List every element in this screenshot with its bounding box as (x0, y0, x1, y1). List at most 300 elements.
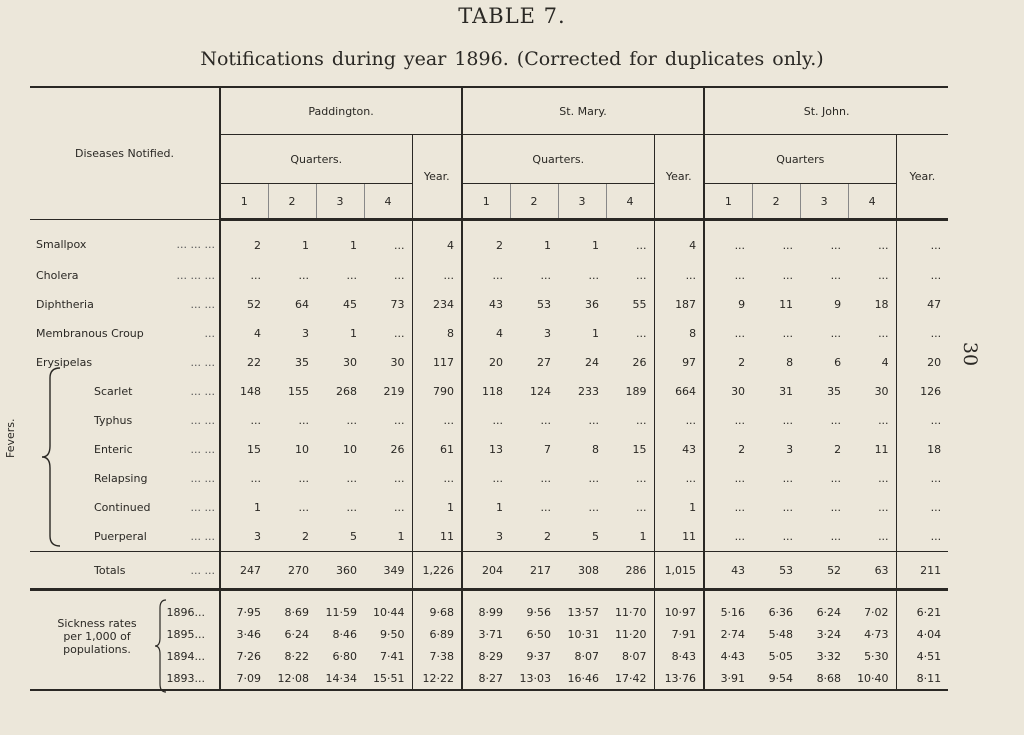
table-cell: 2 (462, 220, 510, 262)
rate-cell: 12·22 (412, 667, 462, 690)
table-cell: 9 (834, 298, 842, 311)
table-cell: 30 (390, 356, 405, 369)
table-cell: 6 (834, 356, 842, 369)
table-cell: 20 (896, 348, 948, 377)
table-cell: 219 (383, 385, 405, 398)
rate-cell: 3·24 (816, 627, 842, 641)
table-cell: ... (878, 414, 889, 427)
rate-cell: 7·09 (220, 667, 268, 690)
rate-cell: 9·56 (526, 605, 552, 619)
table-cell: 155 (288, 385, 309, 398)
rate-cell: 7·26 (220, 645, 268, 667)
table-cell: ... (346, 472, 357, 485)
table-cell: 30 (704, 377, 752, 406)
table-cell: 97 (654, 348, 704, 377)
table-cell: 1 (639, 530, 647, 543)
quarter-number: 4 (606, 184, 654, 220)
disease-name: Continued (94, 501, 151, 514)
table-cell: 124 (530, 385, 552, 398)
totals-label: Totals (94, 563, 126, 577)
table-title: TABLE 7. (458, 4, 566, 28)
table-cell: ... (704, 464, 752, 493)
rate-cell: 7·91 (654, 623, 704, 645)
table-cell: 18 (874, 298, 889, 311)
table-cell: ... (588, 414, 600, 427)
table-cell: 148 (220, 377, 268, 406)
rate-cell: 8·29 (462, 645, 510, 667)
rate-cell: 8·22 (284, 649, 309, 663)
table-cell: ... (412, 464, 462, 493)
table-cell: ... (830, 472, 842, 485)
table-cell: 11 (874, 443, 889, 456)
rate-cell: 5·48 (768, 627, 794, 641)
table-cell: ... (896, 261, 948, 290)
table-row (30, 435, 948, 464)
table-cell: 1 (592, 238, 600, 252)
sickness-rates-label-line: populations. (63, 643, 131, 656)
totals-cell: 217 (510, 552, 558, 590)
table-cell: ... (346, 501, 357, 514)
sickness-rates-label (30, 590, 137, 691)
table-cell: ... (298, 472, 309, 485)
table-cell: 1 (592, 327, 600, 340)
table-cell: 22 (220, 348, 268, 377)
table-cell: ... (298, 269, 309, 282)
totals-cell: 1,226 (412, 552, 462, 590)
table-cell: 3 (786, 443, 794, 456)
table-cell: ... (896, 522, 948, 552)
table-cell: 3 (220, 522, 268, 552)
table-row (30, 348, 948, 377)
rate-cell: 8·27 (462, 667, 510, 690)
table-cell: ... (704, 522, 752, 552)
table-cell: 31 (779, 385, 794, 398)
quarter-number: 2 (268, 184, 316, 220)
table-cell: 35 (827, 385, 842, 398)
table-row (30, 406, 948, 435)
table-cell: 5 (592, 530, 600, 543)
disease-name: Smallpox (36, 238, 87, 251)
table-cell: ... (782, 530, 794, 543)
quarters-header: Quarters. (220, 135, 412, 184)
leader-dots: ... ... (190, 298, 215, 311)
table-cell: 268 (336, 385, 357, 398)
table-row (30, 290, 948, 319)
quarter-number: 1 (220, 184, 268, 220)
table-cell: 1 (350, 327, 357, 340)
table-cell: 15 (632, 443, 647, 456)
disease-name: Puerperal (94, 530, 147, 543)
table-cell: 55 (632, 298, 647, 311)
disease-name: Typhus (94, 414, 133, 427)
totals-cell: 349 (364, 552, 412, 590)
table-cell: ... (588, 269, 600, 282)
table-cell: ... (394, 238, 405, 252)
table-cell: ... (830, 414, 842, 427)
table-cell: ... (830, 501, 842, 514)
table-cell: 8 (592, 443, 600, 456)
leader-dots: ... ... (190, 530, 215, 543)
years-brace-path (155, 600, 166, 692)
rate-cell: 9·54 (768, 671, 794, 685)
rate-cell: 5·16 (704, 590, 752, 624)
rate-cell: 7·41 (380, 649, 405, 663)
table-cell: ... (878, 501, 889, 514)
table-cell: ... (462, 464, 510, 493)
rate-cell: 5·30 (864, 649, 889, 663)
fevers-brace (36, 366, 66, 548)
table-cell: ... (394, 472, 405, 485)
leader-dots: ... ... (190, 385, 215, 398)
quarter-number: 2 (510, 184, 558, 220)
table-cell: ... (540, 414, 552, 427)
rate-year: 1895... (166, 627, 205, 641)
table-cell: ... (412, 406, 462, 435)
quarter-number: 4 (848, 184, 896, 220)
table-cell: ... (782, 238, 794, 252)
table-cell: 73 (390, 298, 405, 311)
leader-dots: ... ... ... (176, 269, 215, 282)
rate-cell: 6·36 (768, 605, 794, 619)
table-cell: 1 (544, 238, 552, 252)
table-cell: ... (346, 414, 357, 427)
table-cell: 5 (350, 530, 357, 543)
rate-cell: 9·68 (412, 590, 462, 624)
rate-cell: 7·38 (412, 645, 462, 667)
table-cell: ... (588, 472, 600, 485)
table-cell: 36 (585, 298, 600, 311)
table-cell: 664 (654, 377, 704, 406)
table-cell: 2 (220, 220, 268, 262)
quarters-header: Quarters. (462, 135, 654, 184)
leader-dots: ... ... (190, 443, 215, 456)
disease-label (30, 319, 220, 348)
rate-cell: 5·05 (768, 649, 794, 663)
table-cell: ... (830, 238, 842, 252)
totals-cell: 308 (558, 552, 606, 590)
rate-year: 1894... (166, 649, 205, 663)
totals-cell: 63 (848, 552, 896, 590)
table-cell: 11 (654, 522, 704, 552)
table-cell: 189 (625, 385, 647, 398)
fevers-group-label: Fevers. (4, 418, 17, 458)
table-cell: 10 (343, 443, 357, 456)
rate-cell: 8·46 (332, 627, 357, 641)
rate-cell: 10·40 (857, 671, 889, 685)
rate-cell: 8·11 (896, 667, 948, 690)
diseases-header: Diseases Notified. (30, 87, 220, 220)
table-cell: 52 (220, 290, 268, 319)
rate-cell: 7·02 (864, 605, 889, 619)
table-cell: ... (878, 269, 889, 282)
rate-cell: 15·51 (373, 671, 405, 685)
rate-cell: 4·43 (704, 645, 752, 667)
table-cell: 11 (412, 522, 462, 552)
rate-cell: 9·50 (380, 627, 405, 641)
totals-cell: 270 (268, 552, 316, 590)
table-cell: 2 (302, 530, 309, 543)
table-cell: 4 (412, 220, 462, 262)
table-subtitle: Notifications during year 1896. (Corrected for duplicates only.) (200, 48, 824, 70)
totals-cell: 204 (462, 552, 510, 590)
table-cell: 2 (704, 435, 752, 464)
rate-cell: 11·59 (325, 605, 357, 619)
table-cell: 43 (462, 290, 510, 319)
table-cell: 18 (896, 435, 948, 464)
table-cell: 1 (302, 238, 309, 252)
table-cell: ... (896, 493, 948, 522)
district-header-paddington: Paddington. (220, 87, 462, 135)
rate-cell: 14·34 (325, 671, 357, 685)
table-cell: 10 (295, 443, 309, 456)
table-cell: 30 (874, 385, 889, 398)
table-cell: ... (298, 414, 309, 427)
totals-cell: 52 (800, 552, 848, 590)
quarters-header: Quarters (704, 135, 896, 184)
table-cell: ... (782, 327, 794, 340)
table-cell: 790 (412, 377, 462, 406)
leader-dots: ... (204, 327, 215, 340)
table-cell: 118 (462, 377, 510, 406)
disease-name: Scarlet (94, 385, 133, 398)
table-cell: ... (896, 319, 948, 348)
table-cell: 8 (412, 319, 462, 348)
totals-cell: 43 (704, 552, 752, 590)
rate-cell: 6·89 (412, 623, 462, 645)
table-cell: 27 (537, 356, 552, 369)
table-cell: 3 (462, 522, 510, 552)
table-cell: ... (704, 220, 752, 262)
table-cell: ... (830, 269, 842, 282)
rate-year: 1893... (166, 671, 205, 685)
disease-name: Erysipelas (36, 356, 93, 369)
rate-cell: 2·74 (704, 623, 752, 645)
table-cell: 1 (220, 493, 268, 522)
quarter-number: 4 (364, 184, 412, 220)
rate-cell: 8·99 (462, 590, 510, 624)
table-cell: ... (896, 406, 948, 435)
totals-cell: 286 (606, 552, 654, 590)
rate-cell: 3·71 (462, 623, 510, 645)
table-row (30, 261, 948, 290)
table-cell: ... (298, 501, 309, 514)
table-cell: 7 (544, 443, 552, 456)
rate-cell: 7·95 (220, 590, 268, 624)
rate-cell: 10·31 (567, 627, 600, 641)
table-cell: 1 (462, 493, 510, 522)
table-cell: 2 (544, 530, 552, 543)
table-cell: ... (782, 472, 794, 485)
table-cell: 53 (537, 298, 552, 311)
table-cell: 13 (462, 435, 510, 464)
table-cell: ... (782, 269, 794, 282)
rate-cell: 6·21 (896, 590, 948, 624)
table-cell: 35 (295, 356, 309, 369)
district-header-st-john: St. John. (704, 87, 948, 135)
table-cell: 1 (654, 493, 704, 522)
year-header: Year. (654, 135, 704, 220)
table-cell: 47 (896, 290, 948, 319)
totals-label-cell (30, 552, 220, 590)
table-cell: 11 (779, 298, 794, 311)
table-cell: ... (782, 501, 794, 514)
table-cell: ... (394, 269, 405, 282)
rate-cell: 6·24 (284, 627, 309, 641)
totals-cell: 1,015 (654, 552, 704, 590)
leader-dots: ... ... (190, 563, 215, 577)
disease-name: Diphtheria (36, 298, 94, 311)
table-cell: ... (878, 327, 889, 340)
table-cell: 187 (654, 290, 704, 319)
quarter-number: 3 (800, 184, 848, 220)
table-cell: 30 (343, 356, 357, 369)
table-cell: 26 (390, 443, 405, 456)
disease-name: Membranous Croup (36, 327, 144, 340)
table-cell: ... (462, 261, 510, 290)
table-cell: 20 (462, 348, 510, 377)
leader-dots: ... ... ... (176, 238, 215, 251)
table-cell: 24 (585, 356, 600, 369)
table-cell: ... (462, 406, 510, 435)
table-cell: 233 (578, 385, 600, 398)
table-row (30, 220, 948, 262)
table-cell: 1 (412, 493, 462, 522)
disease-rows (30, 220, 948, 590)
table-cell: ... (704, 261, 752, 290)
rate-cell: 6·24 (816, 605, 842, 619)
rate-cell: 4·73 (864, 627, 889, 641)
table-cell: ... (636, 414, 647, 427)
table-cell: ... (540, 501, 552, 514)
table-cell: ... (878, 530, 889, 543)
table-cell: ... (636, 501, 647, 514)
table-cell: 1 (350, 238, 357, 252)
quarter-number: 1 (704, 184, 752, 220)
table-row (30, 464, 948, 493)
disease-label (30, 290, 220, 319)
table-cell: ... (704, 406, 752, 435)
table-cell: 2 (834, 443, 842, 456)
table-cell: ... (654, 464, 704, 493)
rate-cell: 13·03 (519, 671, 552, 685)
table-cell: ... (636, 472, 647, 485)
disease-name: Cholera (36, 269, 79, 282)
totals-cell: 211 (896, 552, 948, 590)
table-cell: 1 (397, 530, 405, 543)
table-cell: ... (704, 319, 752, 348)
year-header: Year. (896, 135, 948, 220)
table-cell: 8 (654, 319, 704, 348)
totals-cell: 53 (752, 552, 800, 590)
table-cell: ... (830, 327, 842, 340)
table-cell: 4 (220, 319, 268, 348)
rate-cell: 3·32 (816, 649, 842, 663)
rate-cell: 3·46 (220, 623, 268, 645)
rate-cell: 8·68 (816, 671, 842, 685)
rate-cell: 16·46 (567, 671, 600, 685)
table-cell: ... (878, 472, 889, 485)
quarter-number: 3 (558, 184, 606, 220)
rate-cell: 13·57 (567, 605, 600, 619)
years-brace (152, 598, 172, 694)
leader-dots: ... ... (190, 356, 215, 369)
table-cell: 26 (632, 356, 647, 369)
table-cell: 61 (412, 435, 462, 464)
table-cell: ... (394, 327, 405, 340)
year-header: Year. (412, 135, 462, 220)
rate-cell: 8·07 (574, 649, 600, 663)
table-cell: ... (896, 464, 948, 493)
table-cell: 43 (654, 435, 704, 464)
rate-cell: 3·91 (704, 667, 752, 690)
rate-cell: 6·50 (526, 627, 552, 641)
table-cell: 4 (654, 220, 704, 262)
disease-label (30, 261, 220, 290)
table-cell: ... (412, 261, 462, 290)
leader-dots: ... ... (190, 501, 215, 514)
table-cell: ... (704, 493, 752, 522)
table-cell: 117 (412, 348, 462, 377)
table-cell: ... (394, 501, 405, 514)
table-cell: 9 (704, 290, 752, 319)
table-cell: 45 (343, 298, 357, 311)
table-cell: 3 (544, 327, 552, 340)
rate-cell: 8·07 (622, 649, 647, 663)
table-cell: ... (636, 269, 647, 282)
table-cell: 8 (786, 356, 794, 369)
page-number: 30 (959, 341, 982, 367)
table-cell: ... (540, 269, 552, 282)
table-cell: 64 (295, 298, 309, 311)
table-cell: 15 (220, 435, 268, 464)
table-cell: 3 (302, 327, 309, 340)
table-cell: ... (394, 414, 405, 427)
rate-cell: 6·80 (332, 649, 357, 663)
table-cell: ... (654, 406, 704, 435)
rate-cell: 12·08 (277, 671, 309, 685)
rate-cell: 8·69 (284, 605, 309, 619)
rate-cell: 10·44 (373, 605, 405, 619)
table-cell: ... (636, 327, 647, 340)
disease-label (30, 220, 220, 262)
table-row (30, 522, 948, 552)
fevers-brace-path (42, 368, 60, 546)
leader-dots: ... ... (190, 472, 215, 485)
table-cell: ... (782, 414, 794, 427)
sickness-rates-label-line: Sickness rates (57, 617, 137, 630)
table-cell: 126 (896, 377, 948, 406)
rate-cell: 9·37 (526, 649, 552, 663)
table-cell: 4 (462, 319, 510, 348)
rate-cell: 11·70 (615, 605, 647, 619)
rate-cell: 10·97 (654, 590, 704, 624)
quarter-number: 1 (462, 184, 510, 220)
table-cell: ... (830, 530, 842, 543)
table-cell: 2 (704, 348, 752, 377)
table-row (30, 319, 948, 348)
table-cell: ... (346, 269, 357, 282)
district-header-st-mary: St. Mary. (462, 87, 704, 135)
rate-cell: 17·42 (615, 671, 647, 685)
totals-cell: 360 (316, 552, 364, 590)
totals-row (30, 552, 948, 590)
disease-name: Enteric (94, 443, 133, 456)
table-row (30, 377, 948, 406)
rate-cell: 11·20 (615, 627, 647, 641)
totals-cell: 247 (220, 552, 268, 590)
quarter-number: 2 (752, 184, 800, 220)
rate-cell: 13·76 (654, 667, 704, 690)
